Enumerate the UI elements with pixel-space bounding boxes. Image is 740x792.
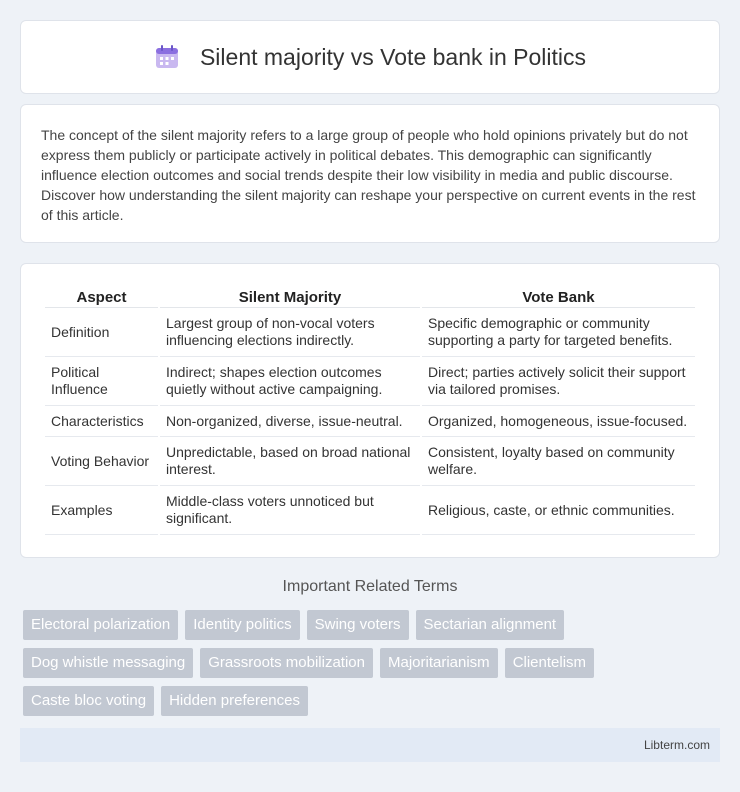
silent-majority-cell: Middle-class voters unnoticed but significant.	[160, 486, 420, 535]
related-term-tag[interactable]: Hidden preferences	[161, 686, 308, 716]
silent-majority-cell: Unpredictable, based on broad national interest.	[160, 437, 420, 486]
header-card	[20, 20, 720, 94]
aspect-cell: Voting Behavior	[45, 437, 158, 486]
vote-bank-cell: Consistent, loyalty based on community welfare.	[422, 437, 695, 486]
silent-majority-cell: Largest group of non-vocal voters influencing elections indirectly.	[160, 308, 420, 357]
related-term-tag[interactable]: Sectarian alignment	[416, 610, 565, 640]
related-term-tag[interactable]: Clientelism	[505, 648, 594, 678]
vote-bank-cell: Organized, homogeneous, issue-focused.	[422, 406, 695, 437]
aspect-cell: Definition	[45, 308, 158, 357]
comparison-card	[20, 263, 720, 558]
related-term-tag[interactable]: Grassroots mobilization	[200, 648, 373, 678]
silent-majority-cell: Non-organized, diverse, issue-neutral.	[160, 406, 420, 437]
related-term-tag[interactable]: Dog whistle messaging	[23, 648, 193, 678]
header-silent-majority: Silent Majority	[160, 282, 420, 308]
table-row	[45, 437, 695, 486]
table-row	[45, 406, 695, 437]
comparison-table	[43, 282, 697, 535]
table-row	[45, 486, 695, 535]
header-vote-bank: Vote Bank	[422, 282, 695, 308]
related-terms-title: Important Related Terms	[282, 578, 458, 595]
page-title: Silent majority vs Vote bank in Politics	[199, 43, 587, 70]
related-term-tag[interactable]: Swing voters	[307, 610, 409, 640]
related-term-tag[interactable]: Caste bloc voting	[23, 686, 154, 716]
vote-bank-cell: Specific demographic or community supporting a party for targeted benefits.	[422, 308, 695, 357]
related-term-tag[interactable]: Identity politics	[185, 610, 299, 640]
aspect-cell: Characteristics	[45, 406, 158, 437]
vote-bank-cell: Religious, caste, or ethnic communities.	[422, 486, 695, 535]
footer	[20, 728, 720, 762]
related-terms-list	[23, 610, 723, 716]
footer-site-link[interactable]: Libterm.com	[643, 738, 710, 752]
silent-majority-cell: Indirect; shapes election outcomes quietly without active campaigning.	[160, 357, 420, 406]
vote-bank-cell: Direct; parties actively solicit their support via tailored promises.	[422, 357, 695, 406]
intro-card	[20, 104, 720, 243]
calendar-icon	[154, 44, 180, 70]
related-term-tag[interactable]: Electoral polarization	[23, 610, 178, 640]
table-row	[45, 308, 695, 357]
aspect-cell: Political Influence	[45, 357, 158, 406]
intro-text: The concept of the silent majority refers to a large group of people who hold opinions privately but do not express them publicly or participate actively in political debates. This demographic can significantly influence election outcomes and social trends despite their low visibility in media and public discourse. Discover how understanding the silent majority can reshape your perspective on current events in the rest of this article.	[41, 127, 696, 223]
related-term-tag[interactable]: Majoritarianism	[380, 648, 498, 678]
header-aspect: Aspect	[45, 282, 158, 308]
aspect-cell: Examples	[45, 486, 158, 535]
table-row	[45, 357, 695, 406]
